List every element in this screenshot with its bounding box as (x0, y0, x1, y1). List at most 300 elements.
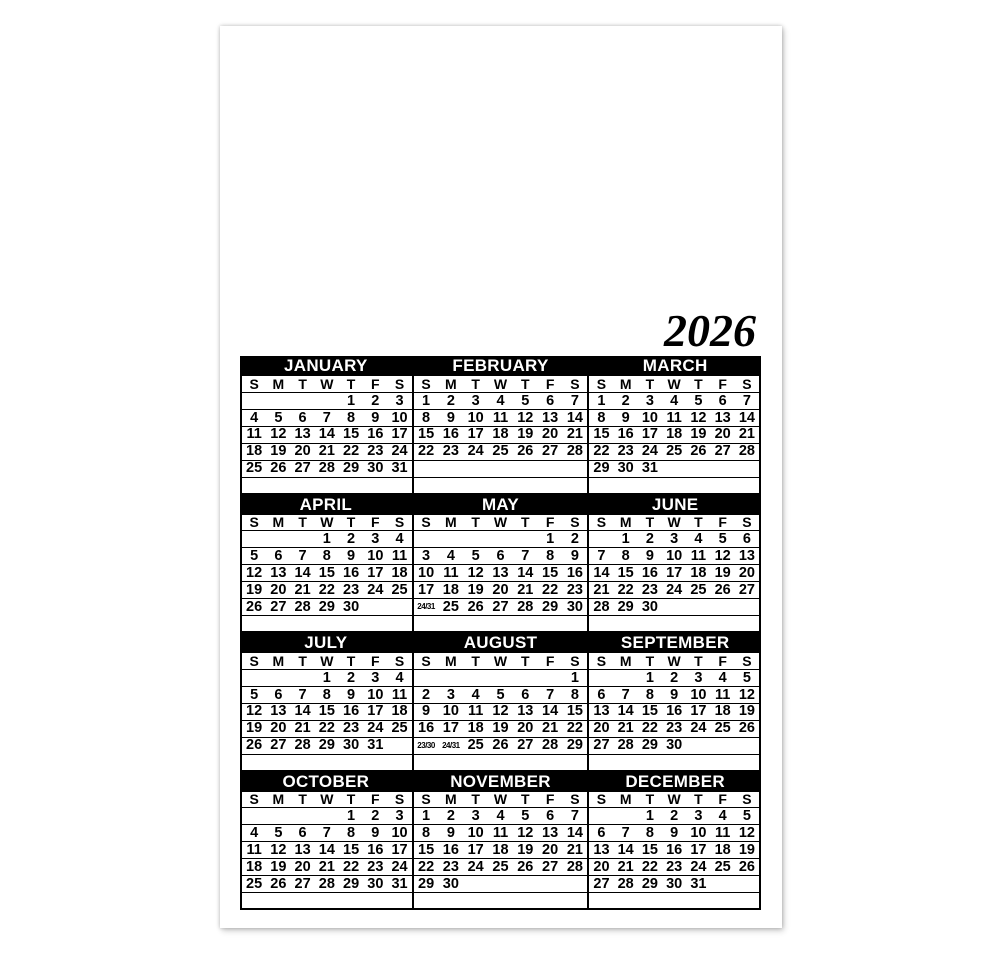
day-cell: 20 (266, 582, 290, 599)
day-cell (735, 876, 759, 893)
day-cell: 15 (563, 704, 588, 721)
day-cell: 7 (290, 548, 314, 565)
day-cell: 7 (614, 825, 638, 842)
day-cell: 18 (463, 721, 488, 738)
day-cell: 19 (735, 704, 759, 721)
day-cell: 17 (638, 427, 662, 444)
day-cell: 11 (686, 548, 710, 565)
day-cell: 2 (363, 393, 387, 410)
day-cell: 9 (414, 704, 439, 721)
day-cell: 7 (589, 548, 613, 565)
day-cell: 1 (414, 808, 439, 825)
weekday-header: S (735, 376, 759, 393)
day-cell: 19 (711, 565, 735, 582)
day-cell: 27 (290, 876, 314, 893)
day-cell: 16 (363, 427, 387, 444)
weekday-header: T (339, 792, 363, 809)
day-cell: 18 (438, 582, 463, 599)
day-cell (513, 755, 538, 772)
day-cell: 2 (662, 670, 686, 687)
day-cell: 11 (463, 704, 488, 721)
day-cell (290, 755, 314, 772)
day-cell: 26 (488, 738, 513, 755)
day-cell: 30 (563, 599, 588, 616)
day-cell: 15 (339, 842, 363, 859)
day-cell (266, 670, 290, 687)
day-cell: 22 (414, 444, 439, 461)
day-cell: 18 (662, 427, 686, 444)
day-cell: 28 (589, 599, 613, 616)
weekday-header: M (614, 515, 638, 532)
day-cell: 6 (488, 548, 513, 565)
month-september (589, 633, 761, 772)
day-cell (290, 670, 314, 687)
day-cell (463, 531, 488, 548)
day-cell: 11 (711, 687, 735, 704)
day-cell: 2 (438, 393, 463, 410)
day-cell: 3 (387, 393, 411, 410)
month-march (589, 356, 761, 495)
day-cell: 19 (686, 427, 710, 444)
day-cell (266, 893, 290, 910)
day-cell: 29 (614, 599, 638, 616)
day-cell: 30 (363, 876, 387, 893)
day-cell: 22 (589, 444, 613, 461)
day-cell: 18 (488, 427, 513, 444)
day-cell: 3 (363, 670, 387, 687)
day-cell: 14 (614, 704, 638, 721)
day-cell (513, 876, 538, 893)
month-october (240, 772, 412, 911)
month-july (240, 633, 412, 772)
day-cell: 24 (686, 859, 710, 876)
weekday-header: F (538, 653, 563, 670)
day-cell (711, 755, 735, 772)
day-cell (589, 616, 613, 633)
weekday-header: T (463, 653, 488, 670)
day-cell: 25 (711, 721, 735, 738)
weekday-header: W (488, 653, 513, 670)
day-cell: 12 (711, 548, 735, 565)
day-cell: 20 (290, 444, 314, 461)
month-day-grid (240, 792, 412, 911)
day-cell (315, 616, 339, 633)
month-day-grid (589, 792, 761, 911)
day-cell: 27 (290, 461, 314, 478)
day-cell: 20 (538, 842, 563, 859)
day-cell: 12 (735, 687, 759, 704)
day-cell: 26 (735, 721, 759, 738)
day-cell: 27 (538, 859, 563, 876)
day-cell: 30 (363, 461, 387, 478)
day-cell: 3 (662, 531, 686, 548)
day-cell: 19 (266, 859, 290, 876)
day-cell: 9 (363, 410, 387, 427)
weekday-header: S (387, 792, 411, 809)
weekday-header: F (363, 515, 387, 532)
day-cell (290, 893, 314, 910)
weekday-header: W (662, 376, 686, 393)
weekday-header: W (315, 792, 339, 809)
day-cell: 24 (363, 721, 387, 738)
day-cell: 17 (463, 842, 488, 859)
day-cell: 27 (266, 599, 290, 616)
day-cell: 14 (538, 704, 563, 721)
day-cell: 8 (414, 410, 439, 427)
day-cell (735, 893, 759, 910)
day-cell: 22 (414, 859, 439, 876)
day-cell: 15 (638, 704, 662, 721)
day-cell: 8 (414, 825, 439, 842)
day-cell: 15 (414, 427, 439, 444)
day-cell: 23 (563, 582, 588, 599)
day-cell: 25 (488, 444, 513, 461)
day-cell: 16 (363, 842, 387, 859)
day-cell: 6 (711, 393, 735, 410)
day-cell (711, 876, 735, 893)
day-cell: 10 (686, 825, 710, 842)
weekday-header: S (735, 792, 759, 809)
month-day-grid (414, 515, 588, 634)
weekday-header: S (242, 653, 266, 670)
day-cell: 6 (266, 548, 290, 565)
day-cell (242, 670, 266, 687)
day-cell: 23 (638, 582, 662, 599)
day-cell: 10 (662, 548, 686, 565)
day-cell: 9 (662, 825, 686, 842)
day-cell: 10 (414, 565, 439, 582)
day-cell (463, 670, 488, 687)
day-cell (242, 616, 266, 633)
weekday-header: T (463, 376, 488, 393)
day-cell: 13 (513, 704, 538, 721)
day-cell (438, 461, 463, 478)
day-cell (387, 893, 411, 910)
day-cell: 10 (686, 687, 710, 704)
day-cell (363, 755, 387, 772)
day-cell (563, 478, 588, 495)
day-cell: 20 (711, 427, 735, 444)
day-cell (735, 599, 759, 616)
day-cell: 7 (614, 687, 638, 704)
day-cell: 30 (662, 876, 686, 893)
day-cell: 22 (614, 582, 638, 599)
month-name: JUNE (589, 495, 761, 515)
year-title: 2026 (664, 305, 756, 356)
day-cell: 23/30 (414, 738, 439, 755)
day-cell: 12 (266, 842, 290, 859)
day-cell: 13 (266, 565, 290, 582)
day-cell: 20 (538, 427, 563, 444)
weekday-header: M (438, 653, 463, 670)
day-cell (538, 876, 563, 893)
day-cell (315, 893, 339, 910)
day-cell (414, 478, 439, 495)
day-cell (614, 478, 638, 495)
day-cell: 14 (614, 842, 638, 859)
day-cell: 30 (339, 738, 363, 755)
day-cell: 17 (686, 704, 710, 721)
day-cell: 6 (290, 825, 314, 842)
day-cell: 21 (614, 859, 638, 876)
day-cell: 4 (242, 825, 266, 842)
day-cell: 8 (638, 825, 662, 842)
day-cell: 15 (315, 565, 339, 582)
day-cell: 28 (563, 444, 588, 461)
weekday-header: W (488, 376, 513, 393)
day-cell: 27 (589, 876, 613, 893)
day-cell: 4 (488, 808, 513, 825)
month-name: NOVEMBER (414, 772, 588, 792)
day-cell: 29 (563, 738, 588, 755)
day-cell (513, 478, 538, 495)
day-cell (686, 478, 710, 495)
day-cell (488, 478, 513, 495)
day-cell: 13 (711, 410, 735, 427)
day-cell: 24 (686, 721, 710, 738)
weekday-header: S (387, 376, 411, 393)
day-cell: 6 (589, 825, 613, 842)
weekday-header: T (290, 792, 314, 809)
day-cell: 22 (315, 721, 339, 738)
weekday-header: W (315, 376, 339, 393)
day-cell (538, 478, 563, 495)
day-cell: 2 (638, 531, 662, 548)
day-cell: 25 (711, 859, 735, 876)
weekday-header: T (686, 376, 710, 393)
day-cell (387, 616, 411, 633)
day-cell: 3 (463, 393, 488, 410)
weekday-header: M (614, 653, 638, 670)
month-day-grid (240, 515, 412, 634)
day-cell: 30 (662, 738, 686, 755)
day-cell: 8 (563, 687, 588, 704)
weekday-header: F (711, 376, 735, 393)
day-cell (339, 755, 363, 772)
day-cell: 24 (463, 444, 488, 461)
day-cell: 23 (662, 721, 686, 738)
day-cell: 19 (488, 721, 513, 738)
day-cell (315, 393, 339, 410)
day-cell (711, 461, 735, 478)
day-cell: 8 (339, 825, 363, 842)
day-cell: 5 (463, 548, 488, 565)
weekday-header: F (711, 515, 735, 532)
weekday-header: T (513, 792, 538, 809)
weekday-header: M (614, 792, 638, 809)
day-cell (414, 755, 439, 772)
day-cell (488, 670, 513, 687)
day-cell: 9 (339, 548, 363, 565)
day-cell: 28 (614, 876, 638, 893)
day-cell (488, 461, 513, 478)
day-cell: 8 (638, 687, 662, 704)
weekday-header: T (638, 792, 662, 809)
day-cell: 7 (290, 687, 314, 704)
day-cell (711, 478, 735, 495)
day-cell: 27 (488, 599, 513, 616)
weekday-header: W (315, 653, 339, 670)
day-cell: 5 (711, 531, 735, 548)
day-cell: 9 (339, 687, 363, 704)
day-cell: 18 (686, 565, 710, 582)
day-cell: 8 (315, 687, 339, 704)
day-cell (387, 599, 411, 616)
day-cell: 29 (589, 461, 613, 478)
day-cell: 8 (339, 410, 363, 427)
day-cell (438, 616, 463, 633)
day-cell: 7 (735, 393, 759, 410)
day-cell: 6 (735, 531, 759, 548)
day-cell (463, 461, 488, 478)
month-name: JANUARY (240, 356, 412, 376)
day-cell: 20 (735, 565, 759, 582)
day-cell: 21 (589, 582, 613, 599)
day-cell (242, 478, 266, 495)
day-cell (463, 478, 488, 495)
day-cell: 26 (242, 599, 266, 616)
day-cell: 13 (290, 427, 314, 444)
day-cell: 3 (363, 531, 387, 548)
day-cell: 31 (638, 461, 662, 478)
day-cell: 17 (414, 582, 439, 599)
day-cell: 19 (242, 721, 266, 738)
weekday-header: S (242, 792, 266, 809)
day-cell: 14 (290, 565, 314, 582)
day-cell: 5 (735, 670, 759, 687)
day-cell: 14 (563, 410, 588, 427)
day-cell (614, 808, 638, 825)
weekday-header: S (735, 515, 759, 532)
day-cell: 14 (589, 565, 613, 582)
day-cell: 1 (538, 531, 563, 548)
day-cell (290, 393, 314, 410)
day-cell: 10 (463, 825, 488, 842)
month-day-grid (414, 376, 588, 495)
day-cell: 1 (589, 393, 613, 410)
day-cell: 6 (538, 393, 563, 410)
day-cell: 26 (242, 738, 266, 755)
day-cell: 28 (563, 859, 588, 876)
day-cell (711, 738, 735, 755)
day-cell (589, 531, 613, 548)
weekday-header: W (488, 515, 513, 532)
day-cell (735, 461, 759, 478)
weekday-header: F (363, 653, 387, 670)
day-cell (686, 755, 710, 772)
day-cell: 30 (438, 876, 463, 893)
day-cell: 11 (711, 825, 735, 842)
day-cell (438, 531, 463, 548)
day-cell: 2 (363, 808, 387, 825)
day-cell: 24/31 (438, 738, 463, 755)
day-cell (339, 893, 363, 910)
month-august (414, 633, 588, 772)
day-cell: 16 (339, 704, 363, 721)
day-cell: 14 (315, 842, 339, 859)
day-cell: 19 (266, 444, 290, 461)
day-cell: 2 (563, 531, 588, 548)
weekday-header: W (488, 792, 513, 809)
weekday-header: S (589, 376, 613, 393)
day-cell: 20 (589, 859, 613, 876)
day-cell: 14 (735, 410, 759, 427)
day-cell: 20 (589, 721, 613, 738)
month-name: AUGUST (414, 633, 588, 653)
day-cell: 23 (339, 721, 363, 738)
day-cell: 29 (638, 876, 662, 893)
day-cell: 5 (735, 808, 759, 825)
weekday-header: W (315, 515, 339, 532)
day-cell (266, 755, 290, 772)
day-cell: 3 (387, 808, 411, 825)
day-cell (488, 893, 513, 910)
day-cell: 16 (638, 565, 662, 582)
day-cell: 6 (589, 687, 613, 704)
day-cell: 18 (387, 704, 411, 721)
month-day-grid (589, 653, 761, 772)
day-cell: 20 (488, 582, 513, 599)
day-cell (589, 893, 613, 910)
day-cell (315, 478, 339, 495)
day-cell: 12 (242, 565, 266, 582)
day-cell: 12 (463, 565, 488, 582)
day-cell: 7 (563, 808, 588, 825)
weekday-header: T (686, 515, 710, 532)
day-cell: 28 (513, 599, 538, 616)
day-cell: 16 (339, 565, 363, 582)
day-cell: 3 (686, 808, 710, 825)
day-cell: 28 (290, 599, 314, 616)
day-cell: 26 (266, 461, 290, 478)
day-cell: 7 (513, 548, 538, 565)
weekday-header: W (662, 515, 686, 532)
day-cell: 13 (735, 548, 759, 565)
day-cell: 7 (315, 825, 339, 842)
day-cell: 18 (387, 565, 411, 582)
day-cell (589, 670, 613, 687)
day-cell: 28 (315, 461, 339, 478)
day-cell (315, 808, 339, 825)
weekday-header: T (686, 792, 710, 809)
day-cell: 12 (266, 427, 290, 444)
day-cell: 23 (363, 859, 387, 876)
day-cell (538, 893, 563, 910)
day-cell: 29 (339, 461, 363, 478)
day-cell: 3 (638, 393, 662, 410)
day-cell: 25 (662, 444, 686, 461)
weekday-header: M (438, 792, 463, 809)
day-cell (735, 478, 759, 495)
day-cell: 11 (242, 427, 266, 444)
day-cell (387, 738, 411, 755)
month-june (589, 495, 761, 634)
day-cell: 5 (686, 393, 710, 410)
weekday-header: S (589, 653, 613, 670)
day-cell: 8 (538, 548, 563, 565)
weekday-header: T (463, 515, 488, 532)
day-cell: 22 (315, 582, 339, 599)
day-cell: 5 (242, 548, 266, 565)
day-cell: 5 (266, 410, 290, 427)
month-day-grid (589, 376, 761, 495)
day-cell: 4 (711, 670, 735, 687)
day-cell: 21 (563, 842, 588, 859)
day-cell: 5 (513, 808, 538, 825)
day-cell: 21 (290, 721, 314, 738)
day-cell: 11 (242, 842, 266, 859)
day-cell: 19 (735, 842, 759, 859)
